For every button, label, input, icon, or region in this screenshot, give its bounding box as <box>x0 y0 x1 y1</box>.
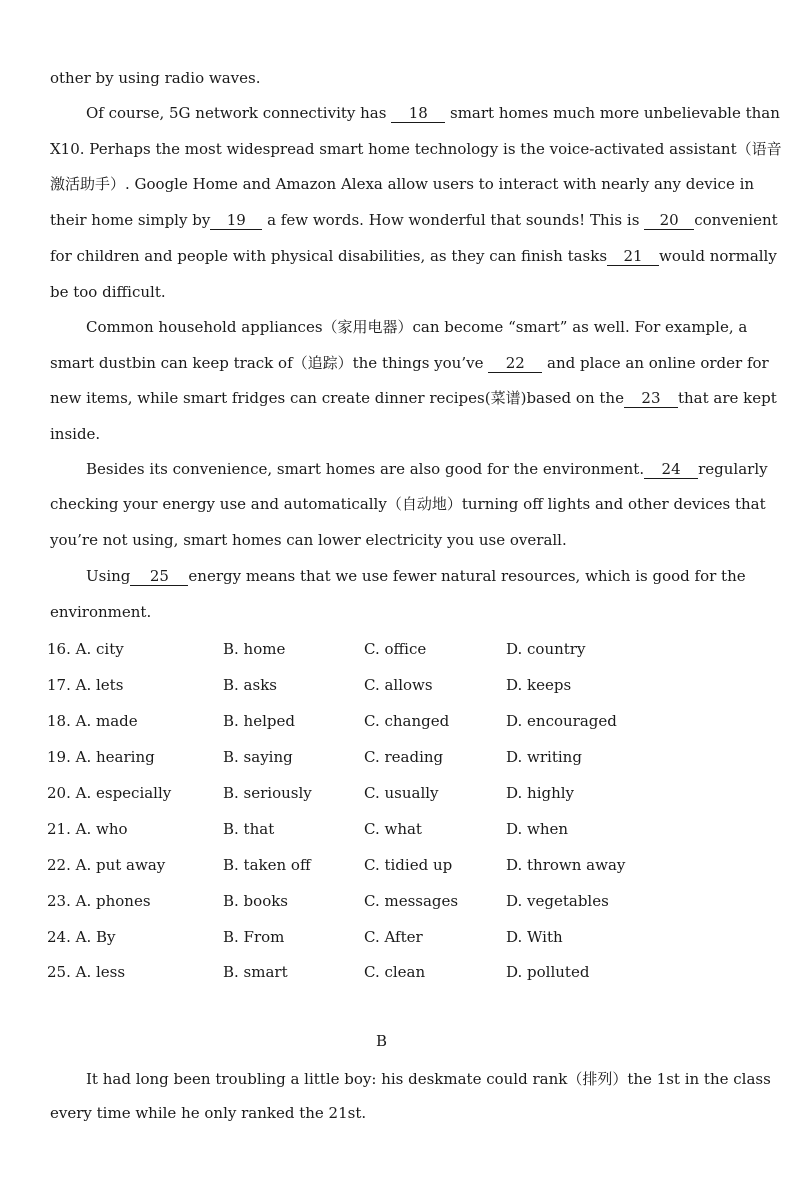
passage-line: 激活助手）. Google Home and Amazon Alexa allow users to interact with nearly any device in <box>50 175 755 193</box>
passage-line: Using 25 energy means that we use fewer natural resources, which is good for the <box>86 567 746 585</box>
option-d: D. encouraged <box>506 712 617 730</box>
option-b: B. saying <box>223 748 293 766</box>
option-c: C. tidied up <box>364 856 453 874</box>
option-a: 17. A. lets <box>47 676 124 694</box>
passage-line: It had long been troubling a little boy: his deskmate could rank（排列）the 1st in the class <box>86 1070 771 1088</box>
passage-line: X10. Perhaps the most widespread smart home technology is the voice-activated assistant（语音 <box>50 140 782 158</box>
option-a: 25. A. less <box>47 963 126 981</box>
option-a: 23. A. phones <box>47 892 151 910</box>
passage-line: their home simply by 19 a few words. How wonderful that sounds! This is 20 convenient <box>50 211 778 229</box>
blank-18: 18 <box>391 104 445 123</box>
passage-line: be too difficult. <box>50 283 166 301</box>
option-d: D. highly <box>506 784 575 802</box>
option-a: 21. A. who <box>47 820 128 838</box>
option-b: B. From <box>223 928 285 946</box>
option-c: C. allows <box>364 676 433 694</box>
blank-23: 23 <box>624 389 678 408</box>
option-c: C. reading <box>364 748 444 766</box>
passage-line: for children and people with physical disabilities, as they can finish tasks 21 would normally <box>50 247 777 265</box>
passage-line: smart dustbin can keep track of（追踪）the things you’ve 22 and place an online order for <box>50 354 769 372</box>
option-d: D. With <box>506 928 563 946</box>
option-d: D. polluted <box>506 963 590 981</box>
option-c: C. After <box>364 928 423 946</box>
passage-line: other by using radio waves. <box>50 69 261 87</box>
option-b: B. smart <box>223 963 288 981</box>
option-d: D. vegetables <box>506 892 609 910</box>
option-b: B. books <box>223 892 289 910</box>
passage-line: new items, while smart fridges can create dinner recipes(菜谱)based on the 23 that are kept <box>50 389 777 407</box>
passage-line: inside. <box>50 425 101 443</box>
option-b: B. asks <box>223 676 277 694</box>
option-c: C. changed <box>364 712 450 730</box>
option-c: C. clean <box>364 963 426 981</box>
blank-19: 19 <box>210 211 262 230</box>
passage-line: Of course, 5G network connectivity has 18 smart homes much more unbelievable than <box>86 104 780 122</box>
passage-line: you’re not using, smart homes can lower electricity you use overall. <box>50 531 567 549</box>
section-heading: B <box>376 1032 388 1050</box>
option-c: C. office <box>364 640 427 658</box>
passage-line: environment. <box>50 603 152 621</box>
blank-24: 24 <box>644 460 698 479</box>
passage-line: checking your energy use and automatically（自动地）turning off lights and other devices that <box>50 495 766 513</box>
option-c: C. messages <box>364 892 459 910</box>
option-c: C. what <box>364 820 422 838</box>
option-a: 18. A. made <box>47 712 138 730</box>
blank-22: 22 <box>488 354 542 373</box>
option-a: 20. A. especially <box>47 784 172 802</box>
option-d: D. thrown away <box>506 856 626 874</box>
option-a: 19. A. hearing <box>47 748 155 766</box>
option-d: D. keeps <box>506 676 572 694</box>
option-b: B. taken off <box>223 856 311 874</box>
blank-21: 21 <box>607 247 659 266</box>
option-c: C. usually <box>364 784 439 802</box>
passage-line: Common household appliances（家用电器）can become “smart” as well. For example, a <box>86 318 748 336</box>
option-b: B. seriously <box>223 784 312 802</box>
option-a: 22. A. put away <box>47 856 166 874</box>
option-a: 24. A. By <box>47 928 116 946</box>
option-b: B. helped <box>223 712 295 730</box>
option-d: D. writing <box>506 748 582 766</box>
option-b: B. home <box>223 640 286 658</box>
passage-line: every time while he only ranked the 21st. <box>50 1104 367 1122</box>
option-d: D. country <box>506 640 586 658</box>
passage-line: Besides its convenience, smart homes are also good for the environment. 24 regularly <box>86 460 768 478</box>
option-d: D. when <box>506 820 569 838</box>
blank-25: 25 <box>130 567 188 586</box>
option-a: 16. A. city <box>47 640 124 658</box>
option-b: B. that <box>223 820 275 838</box>
blank-20: 20 <box>644 211 694 230</box>
